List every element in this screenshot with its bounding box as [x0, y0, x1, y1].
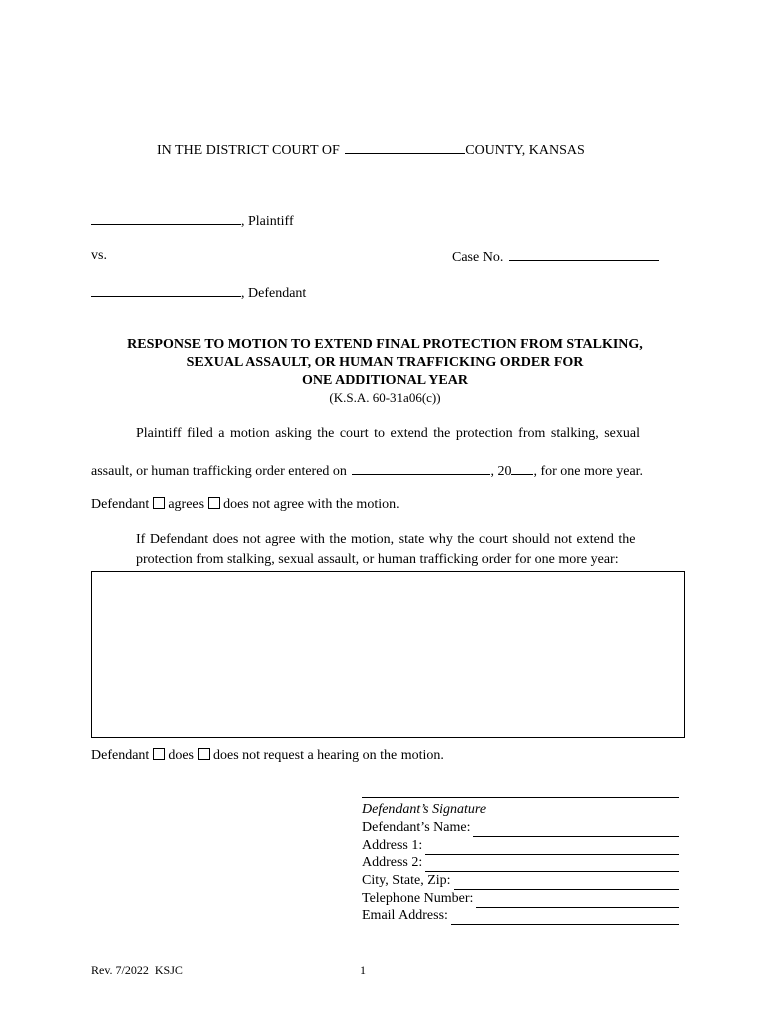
plaintiff-line [91, 212, 294, 231]
plaintiff-label: , Plaintiff [241, 214, 294, 229]
statute-reference: (K.S.A. 60-31a06(c)) [329, 390, 441, 405]
does-not-request-label: does not request a hearing on the motion. [212, 748, 444, 763]
email-row [362, 908, 679, 925]
agreement-line [91, 497, 400, 514]
order-date-prefix: assault, or human trafficking order entered on [91, 464, 347, 479]
defendant-line [91, 284, 306, 303]
city-state-zip-row [362, 873, 679, 890]
address-1-label: Address 1: [362, 838, 423, 853]
does-not-agree-checkbox[interactable] [208, 497, 220, 509]
case-number-line [452, 248, 659, 267]
court-prefix: IN THE DISTRICT COURT OF [157, 143, 340, 158]
case-number-field[interactable] [509, 248, 659, 261]
vs-label: vs. [91, 248, 107, 263]
agrees-checkbox[interactable] [153, 497, 165, 509]
motion-paragraph-line-2 [91, 462, 643, 481]
court-suffix: COUNTY, KANSAS [465, 143, 585, 158]
case-no-label: Case No. [452, 250, 504, 265]
explanation-line-2: protection from stalking, sexual assault, or human trafficking order for one more year: [136, 552, 619, 567]
motion-paragraph-line-1: Plaintiff filed a motion asking the court to extend the protection from stalking, sexual [136, 426, 640, 441]
year-prefix: , 20 [490, 464, 512, 479]
order-date-suffix: , for one more year. [533, 464, 644, 479]
agreement-prefix: Defendant [91, 497, 150, 512]
telephone-row [362, 891, 679, 908]
defendant-label: , Defendant [241, 286, 307, 301]
address-1-row [362, 838, 679, 855]
hearing-prefix: Defendant [91, 748, 150, 763]
city-state-zip-label: City, State, Zip: [362, 873, 451, 888]
city-state-zip-field[interactable] [454, 877, 679, 890]
title-line-3: ONE ADDITIONAL YEAR [302, 373, 468, 388]
does-request-label: does [168, 748, 194, 763]
county-field[interactable] [345, 141, 465, 154]
does-not-request-checkbox[interactable] [198, 748, 210, 760]
address-2-field[interactable] [425, 859, 679, 872]
page-number: 1 [360, 963, 366, 977]
title-line-1: RESPONSE TO MOTION TO EXTEND FINAL PROTECTION FROM STALKING, [127, 337, 643, 352]
email-label: Email Address: [362, 908, 448, 923]
telephone-label: Telephone Number: [362, 891, 474, 906]
title-line-2: SEXUAL ASSAULT, OR HUMAN TRAFFICKING ORDER FOR [186, 355, 584, 370]
hearing-line [91, 748, 444, 765]
address-2-label: Address 2: [362, 855, 423, 870]
explanation-text-box[interactable] [91, 571, 685, 738]
defendant-name-row [362, 820, 679, 837]
plaintiff-name-field[interactable] [91, 212, 241, 225]
order-date-field[interactable] [352, 462, 490, 475]
address-2-row [362, 855, 679, 872]
does-not-agree-label: does not agree with the motion. [223, 497, 400, 512]
signature-name-field[interactable] [473, 824, 679, 837]
email-field[interactable] [451, 912, 679, 925]
revision-label: Rev. 7/2022 KSJC [91, 963, 183, 977]
telephone-field[interactable] [476, 895, 679, 908]
order-year-field[interactable] [511, 462, 533, 475]
defendant-name-field[interactable] [91, 284, 241, 297]
defendant-name-label: Defendant’s Name: [362, 820, 471, 835]
signature-field[interactable] [362, 797, 679, 798]
agrees-label: agrees [168, 497, 205, 512]
court-header [157, 141, 585, 160]
does-request-checkbox[interactable] [153, 748, 165, 760]
explanation-line-1: If Defendant does not agree with the motion, state why the court should not extend the [136, 532, 636, 547]
signature-label: Defendant’s Signature [362, 802, 487, 817]
address-1-field[interactable] [425, 842, 679, 855]
